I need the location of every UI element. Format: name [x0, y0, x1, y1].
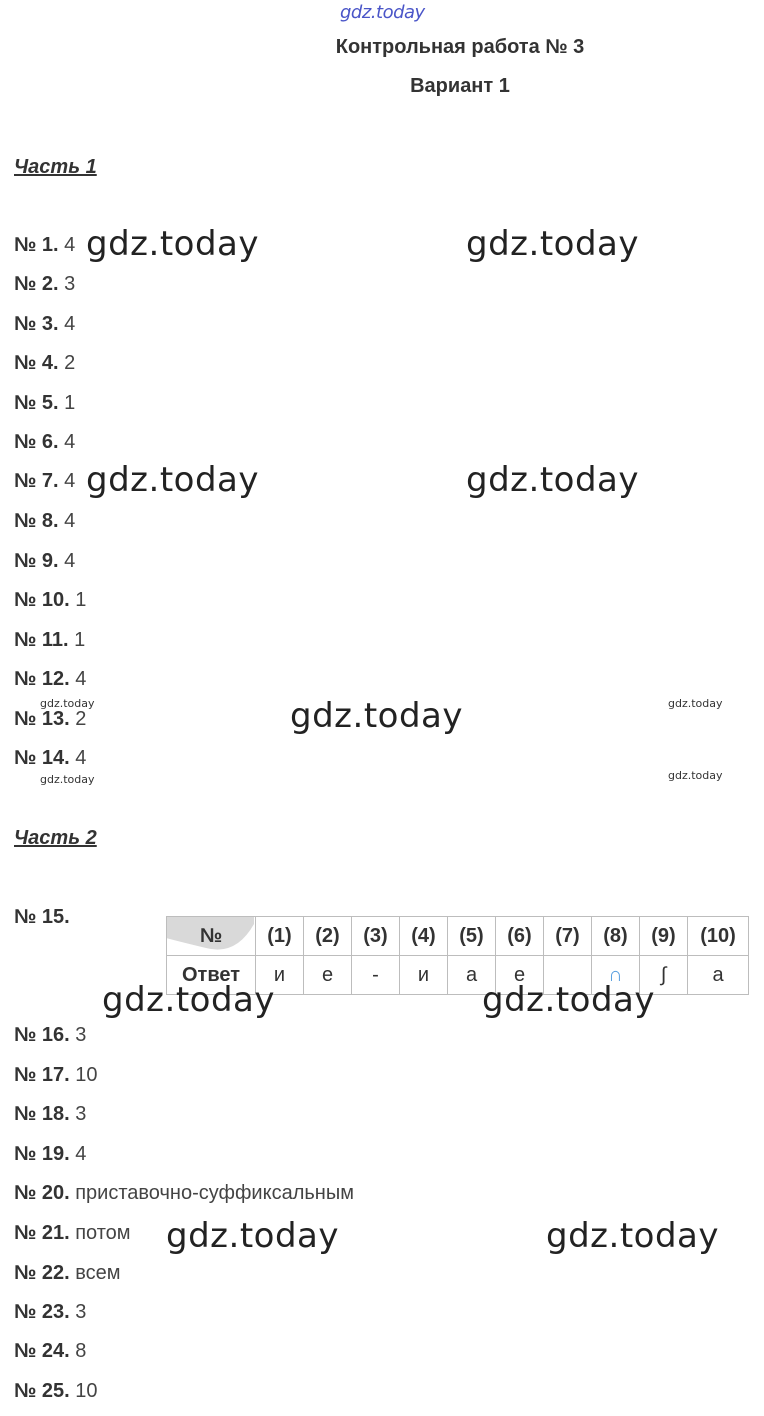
part1-heading: Часть 1 [14, 156, 97, 178]
answer-item: № 20. приставочно-суффиксальным [14, 1182, 354, 1204]
watermark: gdz.today [166, 1216, 339, 1256]
table-header-cell: (5) [448, 917, 496, 956]
answer-item: № 2. 3 [14, 273, 76, 295]
table-cell: Ответ [167, 956, 256, 995]
answer-item: № 25. 10 [14, 1380, 98, 1402]
table-cell: и [256, 956, 304, 995]
answer-item: № 9. 4 [14, 550, 76, 572]
answer-item: № 18. 3 [14, 1103, 87, 1125]
answer-item: № 7. 4 [14, 470, 76, 492]
table-cell: и [400, 956, 448, 995]
answer-item: № 6. 4 [14, 431, 76, 453]
table-cell: а [448, 956, 496, 995]
table-header-cell: № [167, 917, 256, 956]
table-cell: ∩ [592, 956, 640, 995]
answer-item: № 1. 4 [14, 234, 76, 256]
answer-item: № 15. [14, 906, 70, 928]
variant-title: Вариант 1 [410, 75, 510, 97]
table-cell: - [352, 956, 400, 995]
answer-item: № 19. 4 [14, 1143, 87, 1165]
watermark: gdz.today [102, 980, 275, 1020]
answer-item: № 23. 3 [14, 1301, 87, 1323]
table-header-cell: (10) [688, 917, 749, 956]
answer-item: № 22. всем [14, 1262, 121, 1284]
watermark: gdz.today [466, 224, 639, 264]
table-cell: ∫ [640, 956, 688, 995]
table-header-cell: (4) [400, 917, 448, 956]
answer-item: № 17. 10 [14, 1064, 98, 1086]
table-cell: а [688, 956, 749, 995]
answer-item: № 21. потом [14, 1222, 131, 1244]
table-cell: е [496, 956, 544, 995]
table-cell: е [304, 956, 352, 995]
watermark-small: gdz.today [40, 697, 95, 710]
answer-item: № 12. 4 [14, 668, 87, 690]
watermark: gdz.today [290, 696, 463, 736]
answer-item: № 10. 1 [14, 589, 87, 611]
table-header-cell: (7) [544, 917, 592, 956]
answer-item: № 4. 2 [14, 352, 76, 374]
answer-item: № 8. 4 [14, 510, 76, 532]
table-header-cell: (8) [592, 917, 640, 956]
watermark-small: gdz.today [668, 769, 723, 782]
watermark: gdz.today [86, 224, 259, 264]
table-header-cell: (6) [496, 917, 544, 956]
watermark: gdz.today [466, 460, 639, 500]
watermark: gdz.today [86, 460, 259, 500]
page-title: Контрольная работа № 3 [335, 36, 585, 58]
answer-item: № 24. 8 [14, 1340, 87, 1362]
table-header-row [167, 917, 749, 956]
answer-item: № 5. 1 [14, 392, 76, 414]
table-header-cell: (9) [640, 917, 688, 956]
answer-item: № 14. 4 [14, 747, 87, 769]
site-logo[interactable]: gdz.today [340, 2, 425, 23]
watermark-small: gdz.today [668, 697, 723, 710]
part2-heading: Часть 2 [14, 827, 97, 849]
table-header-cell: (1) [256, 917, 304, 956]
answer-item: № 3. 4 [14, 313, 76, 335]
table-header-cell: (2) [304, 917, 352, 956]
watermark-small: gdz.today [40, 773, 95, 786]
answer-item: № 13. 2 [14, 708, 87, 730]
answer-item: № 16. 3 [14, 1024, 87, 1046]
table-header-cell: (3) [352, 917, 400, 956]
watermark: gdz.today [546, 1216, 719, 1256]
answer-item: № 11. 1 [14, 629, 86, 651]
watermark: gdz.today [482, 980, 655, 1020]
